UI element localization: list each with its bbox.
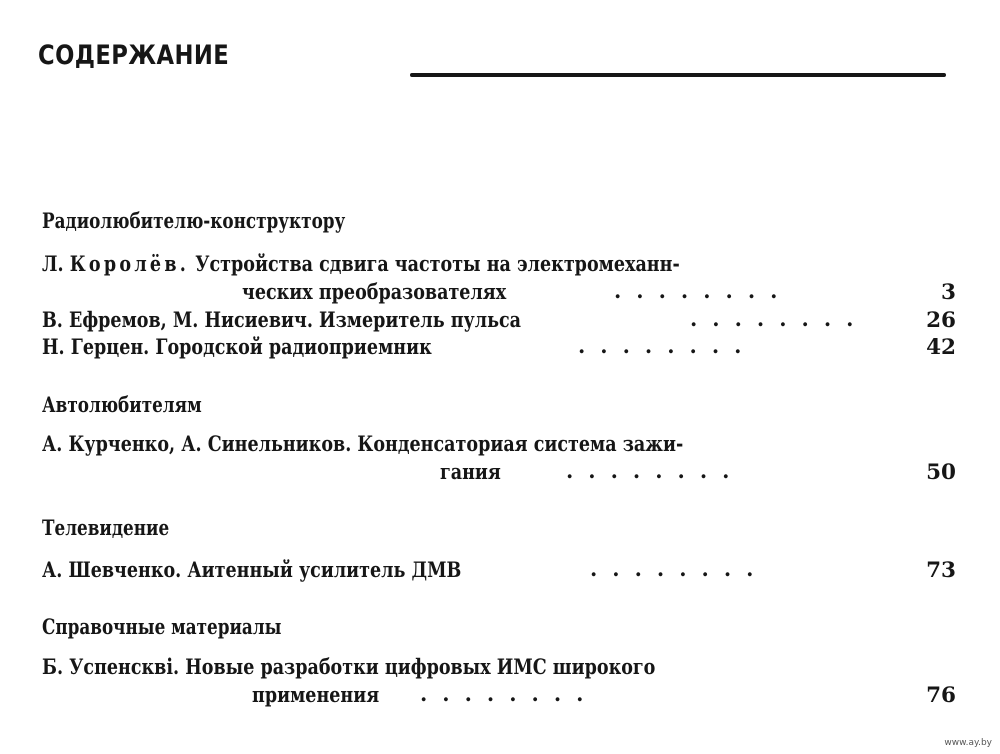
toc-entry-5-line1: А. Шевченко. Аитенный усилитель ДМВ: [42, 558, 462, 583]
toc-entry-2-leader: ........: [690, 306, 869, 331]
toc-entry-3-page: 42: [926, 335, 956, 360]
toc-entry-1-line2: ческих преобразователях: [242, 280, 507, 305]
page-title: СОДЕРЖАНИЕ: [38, 40, 230, 71]
toc-entry-5-leader: ........: [590, 556, 769, 581]
toc-entry-1-title: Устройства сдвига частоты на электромеханн-: [195, 252, 680, 277]
toc-entry-4-line1: А. Курченко, А. Синельников. Конденсаториая система зажи-: [42, 432, 684, 457]
toc-entry-4-page: 50: [926, 460, 956, 485]
watermark-text: www.ay.by: [944, 738, 992, 748]
toc-entry-2-line1: В. Ефремов, М. Нисиевич. Измеритель пульса: [42, 308, 522, 333]
toc-entry-6-page: 76: [926, 683, 956, 708]
section-heading-radio-constructor: Радиолюбителю-конструктору: [42, 208, 346, 233]
section-heading-television: Телевидение: [42, 515, 170, 540]
toc-entry-1-leader: ........: [614, 278, 793, 303]
toc-entry-6-line1: Б. Успенскві. Новые разработки цифровых ИМС широкого: [42, 655, 656, 680]
section-heading-reference-materials: Справочные материалы: [42, 614, 282, 639]
toc-entry-3-line1: Н. Герцен. Городской радиоприемник: [42, 335, 432, 360]
toc-entry-4-leader: ........: [566, 458, 745, 483]
toc-entry-1-page: 3: [941, 280, 956, 305]
toc-entry-1-author-surname: Королёв.: [69, 252, 190, 277]
toc-entry-5-page: 73: [926, 558, 956, 583]
toc-entry-6-line2: применения: [252, 683, 380, 708]
toc-entry-3-leader: ........: [578, 333, 757, 358]
toc-entry-6-leader: ........: [420, 681, 599, 706]
toc-entry-2-page: 26: [926, 308, 956, 333]
section-heading-car-enthusiasts: Автолюбителям: [42, 392, 202, 417]
title-rule: [410, 73, 946, 77]
toc-entry-4-line2: гания: [440, 460, 501, 485]
toc-entry-1-author-initial: Л.: [42, 252, 64, 277]
toc-entry-1-line1: [42, 252, 680, 277]
